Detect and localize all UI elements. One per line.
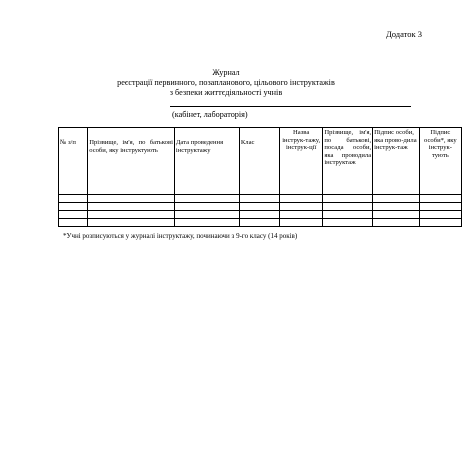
table-cell[interactable] xyxy=(239,219,279,227)
table-cell[interactable] xyxy=(323,195,373,203)
table-cell[interactable] xyxy=(373,219,420,227)
journal-table xyxy=(58,127,462,227)
table-cell[interactable] xyxy=(59,219,88,227)
table-cell[interactable] xyxy=(323,219,373,227)
table-cell[interactable] xyxy=(279,211,322,219)
table-cell[interactable] xyxy=(419,211,461,219)
journal-title-line-3: з безпеки життєдіяльності учнів xyxy=(169,88,283,97)
table-row xyxy=(59,203,462,211)
table-cell[interactable] xyxy=(419,219,461,227)
header-student-name: Прізвище, ім'я, по батькові особи, яку інструктують xyxy=(88,128,175,195)
table-cell[interactable] xyxy=(419,195,461,203)
table-cell[interactable] xyxy=(59,211,88,219)
table-row xyxy=(59,195,462,203)
table-cell[interactable] xyxy=(279,203,322,211)
table-cell[interactable] xyxy=(373,203,420,211)
fill-in-line xyxy=(170,106,411,107)
cabinet-caption: (кабінет, лабораторія) xyxy=(172,110,248,119)
table-cell[interactable] xyxy=(88,203,175,211)
table-cell[interactable] xyxy=(373,211,420,219)
journal-title: Журнал xyxy=(212,68,240,77)
header-number: № з/п xyxy=(59,128,88,195)
header-instructor-name: Прізвище, ім'я, по батькові, посада особи, яка проводила інструктаж xyxy=(323,128,373,195)
table-cell[interactable] xyxy=(174,219,239,227)
table-cell[interactable] xyxy=(88,211,175,219)
header-instructor-signature: Підпис особи, яка прово-дила інструк-таж xyxy=(373,128,420,195)
table-cell[interactable] xyxy=(174,211,239,219)
table-cell[interactable] xyxy=(59,203,88,211)
table-header-row xyxy=(59,128,462,195)
table-row xyxy=(59,211,462,219)
table-cell[interactable] xyxy=(88,219,175,227)
header-instruction-name: Назва інструк-тажу, інструк-ції xyxy=(279,128,322,195)
table-cell[interactable] xyxy=(174,203,239,211)
table-cell[interactable] xyxy=(279,219,322,227)
table-cell[interactable] xyxy=(239,203,279,211)
table-cell[interactable] xyxy=(239,195,279,203)
appendix-label: Додаток 3 xyxy=(385,29,422,39)
header-class: Клас xyxy=(239,128,279,195)
table-cell[interactable] xyxy=(88,195,175,203)
table-cell[interactable] xyxy=(239,211,279,219)
table-row xyxy=(59,219,462,227)
table-cell[interactable] xyxy=(419,203,461,211)
table-cell[interactable] xyxy=(174,195,239,203)
header-date: Дата проведення інструктажу xyxy=(174,128,239,195)
table-cell[interactable] xyxy=(279,195,322,203)
table-cell[interactable] xyxy=(323,211,373,219)
journal-title-line-2: реєстрації первинного, позапланового, цільового інструктажів xyxy=(117,78,335,87)
footnote: *Учні розписуються у журналі інструктажу, починаючи з 9-го класу (14 років) xyxy=(63,232,298,240)
table-cell[interactable] xyxy=(59,195,88,203)
header-student-signature: Підпис особи*, яку інструк-тують xyxy=(419,128,461,195)
table-cell[interactable] xyxy=(323,203,373,211)
table-cell[interactable] xyxy=(373,195,420,203)
